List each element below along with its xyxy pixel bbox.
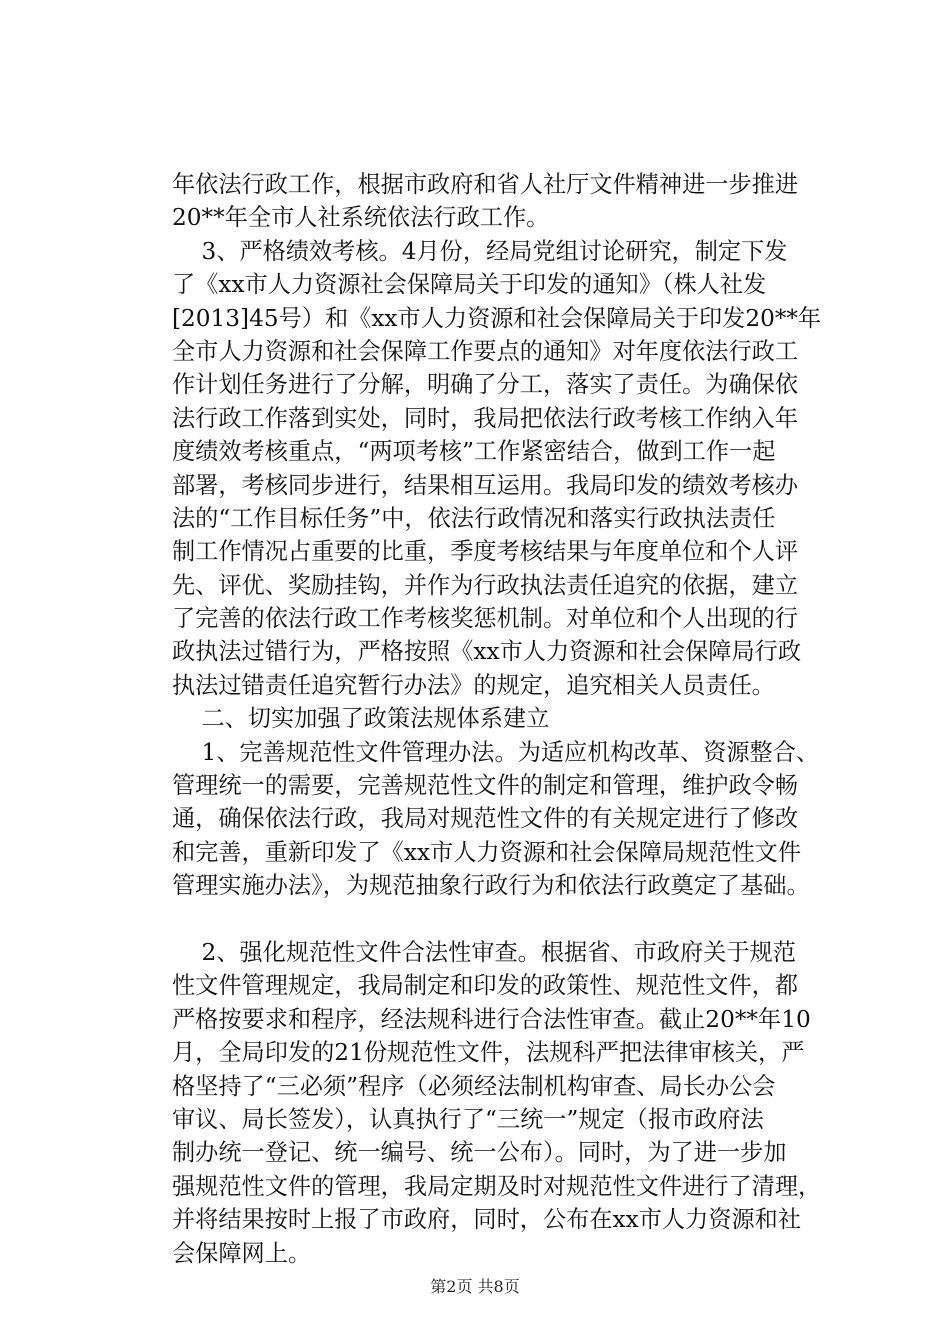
text-line: 月，全局印发的21份规范性文件，法规科严把法律审核关，严 bbox=[172, 1039, 805, 1067]
text-line: 2、强化规范性文件合法性审查。根据省、市政府关于规范 bbox=[172, 938, 796, 966]
text-line: 全市人力资源和社会保障工作要点的通知》对年度依法行政工 bbox=[172, 337, 799, 365]
text-line: 审议、局长签发），认真执行了“三统一”规定（报市政府法 bbox=[172, 1105, 764, 1133]
text-line: 格坚持了“三必须”程序（必须经法制机构审查、局长办公会 bbox=[172, 1072, 776, 1100]
text-line: 年依法行政工作，根据市政府和省人社厅文件精神进一步推进 bbox=[172, 171, 799, 198]
text-line: 管理实施办法》，为规范抽象行政行为和依法行政奠定了基础。 bbox=[172, 872, 810, 900]
text-line: 了《xx市人力资源社会保障局关于印发的通知》（株人社发 bbox=[172, 271, 767, 299]
text-line: 通，确保依法行政，我局对规范性文件的有关规定进行了修改 bbox=[172, 805, 799, 833]
text-line: 管理统一的需要，完善规范性文件的制定和管理，维护政令畅 bbox=[172, 772, 799, 800]
paragraph-gap bbox=[172, 903, 844, 936]
section-heading: 二、切实加强了政策法规体系建立 bbox=[172, 705, 550, 733]
document-body bbox=[172, 168, 844, 1270]
text-line: 度绩效考核重点，“两项考核”工作紧密结合，做到工作一起 bbox=[172, 438, 776, 466]
text-line: 制办统一登记、统一编号、统一公布）。同时，为了进一步加 bbox=[172, 1139, 787, 1167]
text-line: 先、评优、奖励挂钩，并作为行政执法责任追究的依据，建立 bbox=[172, 571, 799, 599]
text-line: 政执法过错行为，严格按照《xx市人力资源和社会保障局行政 bbox=[172, 638, 802, 666]
text-line: 执法过错责任追究暂行办法》的规定，追究相关人员责任。 bbox=[172, 671, 775, 699]
text-line: 法行政工作落到实处，同时，我局把依法行政考核工作纳入年 bbox=[172, 404, 799, 432]
text-line: 20**年全市人社系统依法行政工作。 bbox=[172, 204, 550, 232]
text-line: 法的“工作目标任务”中，依法行政情况和落实行政执法责任 bbox=[172, 504, 776, 532]
page-number: 第2页 共8页 bbox=[430, 1277, 520, 1296]
text-line: 性文件管理规定，我局制定和印发的政策性、规范性文件，都 bbox=[172, 972, 799, 1000]
text-line: 1、完善规范性文件管理办法。为适应机构改革、资源整合、 bbox=[172, 738, 820, 766]
text-line: 3、严格绩效考核。4月份，经局党组讨论研究，制定下发 bbox=[172, 237, 788, 265]
text-line: 和完善，重新印发了《xx市人力资源和社会保障局规范性文件 bbox=[172, 838, 802, 866]
text-line: 制工作情况占重要的比重，季度考核结果与年度单位和个人评 bbox=[172, 538, 799, 566]
text-line: 强规范性文件的管理，我局定期及时对规范性文件进行了清理， bbox=[172, 1172, 822, 1200]
text-line: 并将结果按时上报了市政府，同时，公布在xx市人力资源和社 bbox=[172, 1206, 802, 1234]
text-line: 严格按要求和程序，经法规科进行合法性审查。截止20**年10 bbox=[172, 1005, 811, 1033]
text-line: 会保障网上。 bbox=[172, 1239, 312, 1267]
text-line: 部署，考核同步进行，结果相互运用。我局印发的绩效考核办 bbox=[172, 471, 799, 499]
text-line: [2013]45号）和《xx市人力资源和社会保障局关于印发20**年 bbox=[172, 304, 822, 332]
text-line: 了完善的依法行政工作考核奖惩机制。对单位和个人出现的行 bbox=[172, 605, 799, 633]
text-line: 作计划任务进行了分解，明确了分工，落实了责任。为确保依 bbox=[172, 371, 799, 399]
